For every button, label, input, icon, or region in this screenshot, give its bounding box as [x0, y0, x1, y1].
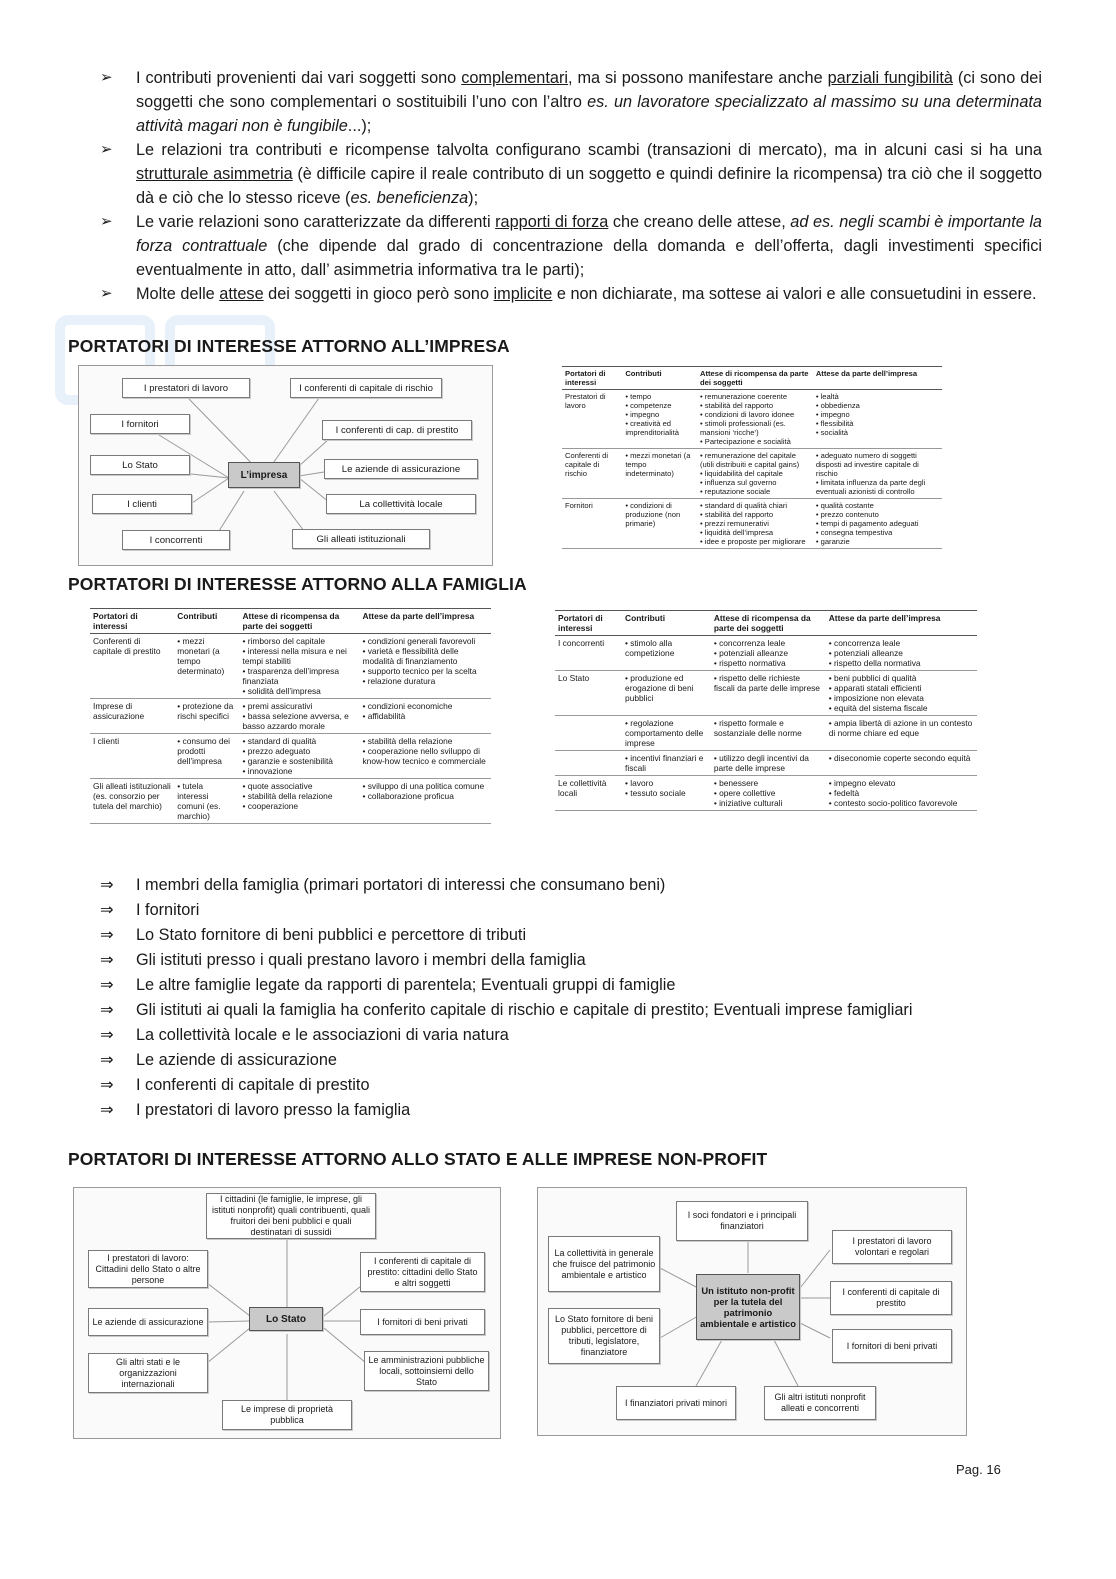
table-header-row — [555, 611, 977, 636]
double-arrow-icon: ⇒ — [100, 976, 114, 994]
bullet-text-part: ad es. negli scambi è importante la forza contrattuale — [136, 213, 1042, 255]
list-item — [100, 973, 912, 998]
table-header-cell: Contributi — [174, 609, 239, 634]
table-cell — [555, 776, 622, 811]
page-number: Pag. 16 — [956, 1462, 1001, 1477]
list-item — [100, 1048, 912, 1073]
table-row — [562, 499, 942, 549]
table-cell-text: • rimborso del capitale • interessi nella misura e nei tempi stabiliti • trasparenza dell’impresa finanziata • solidità dell’impresa — [242, 636, 347, 696]
table-row — [562, 390, 942, 449]
table-header-cell: Attese di ricompensa da parte dei soggetti — [240, 609, 360, 634]
table-header-cell: Portatori di interessi — [555, 611, 622, 636]
bullet-text-part: Le relazioni tra contributi e ricompense talvolta configurano scambi (transazioni di mercato), ma in alcuni casi si ha una — [136, 141, 1042, 159]
table-cell-text: • standard di qualità • prezzo adeguato • garanzie e sostenibilità • innovazione — [242, 736, 333, 776]
table-cell-text: • regolazione comportamento delle imprese — [625, 718, 704, 748]
table-cell-text: I clienti — [93, 736, 120, 746]
bullet-text-part: (ci sono dei soggetti che sono complementari o sostituibili l’uno con l’altro — [136, 69, 1042, 111]
list-item-text: I prestatori di lavoro presso la famiglia — [136, 1101, 411, 1119]
bullet-item — [100, 138, 1042, 210]
bullet-text-part: e non dichiarate, ma sottese ai valori e alle consuetudini in essere. — [552, 285, 1037, 303]
table-cell — [555, 671, 622, 716]
bullet-text-part: dei soggetti in gioco però sono — [263, 285, 494, 303]
table-cell — [622, 390, 697, 449]
bullet-text-part: strutturale asimmetria — [136, 165, 293, 183]
diagram-node: La collettività locale — [326, 494, 476, 514]
diagram-node: La collettività in generale che fruisce del patrimonio ambientale e artistico — [548, 1236, 660, 1292]
list-item — [100, 1098, 912, 1123]
bullet-text — [136, 210, 1042, 282]
diagram-node: Lo Stato fornitore di beni pubblici, percettore di tributi, legislatore, finanziatore — [548, 1308, 660, 1364]
table-cell — [240, 734, 360, 779]
arrow-bullet-icon: ➢ — [100, 69, 113, 86]
table-cell-text: Le collettività locali — [558, 778, 607, 798]
table-cell-text: Conferenti di capitale di prestito — [93, 636, 161, 656]
list-item-text: Lo Stato fornitore di beni pubblici e percettore di tributi — [136, 926, 527, 944]
table-cell-text: • sviluppo di una politica comune • collaborazione proficua — [362, 781, 485, 801]
table-cell — [562, 449, 622, 499]
table-row — [90, 634, 491, 699]
table-cell — [711, 776, 826, 811]
table-cell-text: Imprese di assicurazione — [93, 701, 145, 721]
double-arrow-icon: ⇒ — [100, 901, 114, 919]
list-item-text: I fornitori — [136, 901, 200, 919]
table-cell — [813, 499, 942, 549]
table-row — [555, 751, 977, 776]
table-cell — [826, 671, 977, 716]
table-header-cell: Contributi — [622, 367, 697, 390]
table-cell — [826, 716, 977, 751]
family-stakeholder-list — [100, 873, 912, 1123]
table-row — [90, 699, 491, 734]
bullet-text-part: parziali fungibilità — [827, 69, 953, 87]
table-cell-text: I concorrenti — [558, 638, 605, 648]
table-cell — [813, 390, 942, 449]
diagram-node: I cittadini (le famiglie, le imprese, gli istituti nonprofit) quali contribuenti, quali fruitori dei beni pubblici e quali destinatari di sussidi — [206, 1193, 376, 1239]
table-cell — [622, 499, 697, 549]
table-cell — [697, 499, 813, 549]
table-header-cell: Portatori di interessi — [90, 609, 174, 634]
table-header-cell: Attese di ricompensa da parte dei soggetti — [711, 611, 826, 636]
table-cell-text: • mezzi monetari (a tempo determinato) — [177, 636, 225, 676]
table-cell-text: • condizioni di produzione (non primarie) — [625, 501, 681, 528]
table-cell-text: • condizioni generali favorevoli • varietà e flessibilità delle modalità di finanziamento • supporto tecnico per la scelta • relazione duratura — [362, 636, 477, 686]
diagram-node: Le aziende di assicurazione — [88, 1308, 208, 1336]
table-cell-text: • remunerazione coerente • stabilità del rapporto • condizioni di lavoro idonee • stimoli professionali (es. mansioni ‘ricche’) • Partecipazione e socialità — [699, 392, 795, 446]
table-row — [90, 779, 491, 824]
list-item — [100, 923, 912, 948]
table-cell-text: • concorrenza leale • potenziali alleanze • rispetto normativa — [713, 638, 788, 668]
table-cell — [359, 779, 491, 824]
double-arrow-icon: ⇒ — [100, 1051, 114, 1069]
list-item — [100, 1073, 912, 1098]
table-cell — [174, 779, 239, 824]
table-cell — [622, 716, 711, 751]
diagram-node: I conferenti di capitale di prestito: cittadini dello Stato e altri soggetti — [360, 1252, 485, 1292]
table-cell — [555, 716, 622, 751]
table-cell-text: • benessere • opere collettive • iniziative culturali — [713, 778, 783, 808]
bullet-text-part: ...); — [347, 117, 372, 135]
list-item-text: La collettività locale e le associazioni di varia natura — [136, 1026, 509, 1044]
table-cell-text: • consumo dei prodotti dell’impresa — [177, 736, 231, 766]
diagram-node: I fornitori — [90, 414, 190, 434]
table-cell-text: • tutela interessi comuni (es. marchio) — [177, 781, 221, 821]
table-cell — [826, 636, 977, 671]
list-item-text: Gli istituti presso i quali prestano lavoro i membri della famiglia — [136, 951, 586, 969]
diagram-node: I prestatori di lavoro volontari e regolari — [832, 1230, 952, 1264]
bullet-text-part: Molte delle — [136, 285, 220, 303]
bullet-text-part: (è difficile capire il reale contributo di un soggetto e quindi definire la ricompensa) tra ciò che il soggetto dà e ciò che lo stesso riceve ( — [136, 165, 1042, 207]
table-cell-text: Conferenti di capitale di rischio — [565, 451, 609, 478]
diagram-node: Le imprese di proprietà pubblica — [222, 1400, 352, 1430]
table-cell-text: • condizioni economiche • affidabilità — [362, 701, 453, 721]
table-header-cell: Attese di ricompensa da parte dei soggetti — [697, 367, 813, 390]
table-cell-text: Gli alleati istituzionali (es. consorzio per tutela del marchio) — [93, 781, 171, 811]
table-cell-text: • lavoro • tessuto sociale — [625, 778, 686, 798]
arrow-bullet-icon: ➢ — [100, 141, 113, 158]
bullet-text — [136, 66, 1042, 138]
bullet-text-part: (che dipende dal grado di concentrazione della domanda e dell’offerta, dagli investimenti specifici eventualmente in atto, dall’ asimmetria informativa tra le parti); — [136, 237, 1042, 279]
table-cell-text: • diseconomie coperte secondo equità — [828, 753, 971, 763]
bullet-item — [100, 66, 1042, 138]
diagram-node: I soci fondatori e i principali finanziatori — [676, 1201, 808, 1241]
diagram-node: Gli altri istituti nonprofit alleati e concorrenti — [764, 1386, 876, 1420]
double-arrow-icon: ⇒ — [100, 951, 114, 969]
bullet-text-part: che creano delle attese, — [608, 213, 791, 231]
diagram-node: I conferenti di capitale di rischio — [290, 378, 442, 398]
table-cell-text: Lo Stato — [558, 673, 590, 683]
list-item-text: I membri della famiglia (primari portatori di interessi che consumano beni) — [136, 876, 666, 894]
diagram-node: I conferenti di cap. di prestito — [322, 420, 472, 440]
table-cell — [711, 671, 826, 716]
bullet-text-part: attese — [219, 285, 264, 303]
table-cell-text: • stabilità della relazione • cooperazione nello sviluppo di know-how tecnico e commerciale — [362, 736, 486, 766]
diagram-node: Gli altri stati e le organizzazioni internazionali — [88, 1353, 208, 1393]
list-item — [100, 1023, 912, 1048]
diagram-node: Lo Stato — [90, 455, 190, 475]
arrow-bullet-icon: ➢ — [100, 213, 113, 230]
table-row — [90, 734, 491, 779]
table-row — [555, 671, 977, 716]
diagram-center-node: L’impresa — [228, 462, 300, 488]
bullet-text-part: ); — [468, 189, 479, 207]
double-arrow-icon: ⇒ — [100, 1076, 114, 1094]
bullet-text-part: rapporti di forza — [495, 213, 609, 231]
table-cell-text: • utilizzo degli incentivi da parte delle imprese — [713, 753, 809, 773]
table-row — [562, 449, 942, 499]
list-item — [100, 873, 912, 898]
table-cell — [622, 636, 711, 671]
table-cell-text: • concorrenza leale • potenziali alleanze • rispetto della normativa — [828, 638, 921, 668]
table-cell-text: • impegno elevato • fedeltà • contesto socio-politico favorevole — [828, 778, 958, 808]
double-arrow-icon: ⇒ — [100, 1026, 114, 1044]
list-item-text: Le aziende di assicurazione — [136, 1051, 337, 1069]
table-cell — [359, 699, 491, 734]
section-heading-famiglia: PORTATORI DI INTERESSE ATTORNO ALLA FAMIGLIA — [68, 574, 527, 594]
table-cell — [697, 449, 813, 499]
table-cell-text: • incentivi finanziari e fiscali — [625, 753, 704, 773]
table-cell-text: • quote associative • stabilità della relazione • cooperazione — [242, 781, 333, 811]
table-cell — [697, 390, 813, 449]
table-famiglia-stakeholders-2 — [555, 610, 977, 811]
table-cell-text: • beni pubblici di qualità • apparati statali efficienti • imposizione non elevata • equità del sistema fiscale — [828, 673, 928, 713]
diagram-node: I prestatori di lavoro: Cittadini dello Stato o altre persone — [88, 1250, 208, 1288]
diagram-node: I fornitori di beni privati — [832, 1329, 952, 1363]
table-cell-text: • ampia libertà di azione in un contesto di norme chiare ed eque — [828, 718, 973, 738]
table-cell-text: • standard di qualità chiari • stabilità del rapporto • prezzi remunerativi • liquidità dell’impresa • idee e proposte per migliorare — [699, 501, 806, 546]
table-cell-text: • remunerazione del capitale (utili distribuiti e capital gains) • liquidabilità del capitale • influenza sul governo • reputazione sociale — [699, 451, 800, 496]
bullet-text-part: , ma si possono manifestare anche — [567, 69, 828, 87]
table-cell-text: • lealtà • obbedienza • impegno • flessibilità • socialità — [815, 392, 860, 437]
list-item — [100, 998, 912, 1023]
table-cell — [174, 699, 239, 734]
table-cell — [826, 751, 977, 776]
diagram-node: Gli alleati istituzionali — [292, 529, 430, 549]
table-cell-text: • qualità costante • prezzo contenuto • tempi di pagamento adeguati • consegna tempestiva • garanzie — [815, 501, 919, 546]
diagram-node: I prestatori di lavoro — [122, 378, 250, 398]
bullet-text-part: complementari — [461, 69, 568, 87]
table-impresa-stakeholders — [562, 366, 942, 549]
diagram-node: I conferenti di capitale di prestito — [830, 1281, 952, 1315]
table-cell — [826, 776, 977, 811]
table-cell — [711, 751, 826, 776]
list-item — [100, 948, 912, 973]
bullet-text — [136, 138, 1042, 210]
double-arrow-icon: ⇒ — [100, 876, 114, 894]
table-header-row — [90, 609, 491, 634]
bullet-text-part: Le varie relazioni sono caratterizzate da differenti — [136, 213, 496, 231]
diagram-center-node: Lo Stato — [249, 1307, 323, 1331]
table-cell — [813, 449, 942, 499]
table-cell-text: • premi assicurativi • bassa selezione avversa, e basso azzardo morale — [242, 701, 349, 731]
double-arrow-icon: ⇒ — [100, 1101, 114, 1119]
table-header-cell: Attese da parte dell’impresa — [826, 611, 977, 636]
table-header-cell: Attese da parte dell’impresa — [813, 367, 942, 390]
table-row — [555, 636, 977, 671]
table-header-row — [562, 367, 942, 390]
diagram-node: Le aziende di assicurazione — [324, 459, 478, 479]
table-cell — [555, 751, 622, 776]
table-cell — [90, 779, 174, 824]
diagram-center-node: Un istituto non-profit per la tutela del patrimonio ambientale e artistico — [696, 1274, 800, 1340]
table-cell — [90, 634, 174, 699]
section-heading-stato: PORTATORI DI INTERESSE ATTORNO ALLO STATO E ALLE IMPRESE NON-PROFIT — [68, 1149, 768, 1169]
table-cell — [240, 634, 360, 699]
table-cell — [562, 499, 622, 549]
bullet-text-part: implicite — [493, 285, 553, 303]
table-cell-text: • rispetto delle richieste fiscali da parte delle imprese — [713, 673, 820, 693]
table-cell — [562, 390, 622, 449]
list-item — [100, 898, 912, 923]
table-cell — [622, 671, 711, 716]
list-item-text: I conferenti di capitale di prestito — [136, 1076, 370, 1094]
table-cell — [711, 636, 826, 671]
bullet-text-part: es. un lavoratore specializzato al massimo su una determinata attività magari non è fungibile — [136, 93, 1042, 135]
table-row — [555, 776, 977, 811]
diagram-node: Le amministrazioni pubbliche locali, sottoinsiemi dello Stato — [364, 1351, 489, 1391]
list-item-text: Le altre famiglie legate da rapporti di parentela; Eventuali gruppi di famiglie — [136, 976, 676, 994]
table-cell — [174, 634, 239, 699]
bullet-item — [100, 282, 1042, 306]
table-header-cell: Contributi — [622, 611, 711, 636]
table-cell-text: • produzione ed erogazione di beni pubblici — [625, 673, 694, 703]
table-cell — [240, 699, 360, 734]
table-cell — [711, 716, 826, 751]
diagram-node: I concorrenti — [122, 530, 230, 550]
section-heading-impresa: PORTATORI DI INTERESSE ATTORNO ALL’IMPRESA — [68, 336, 510, 356]
double-arrow-icon: ⇒ — [100, 1001, 114, 1019]
table-cell — [622, 449, 697, 499]
table-cell-text: Fornitori — [565, 501, 593, 510]
bullet-text-part: es. beneficienza — [350, 189, 469, 207]
bullet-text-part: I contributi provenienti dai vari soggetti sono — [136, 69, 462, 87]
bullet-item — [100, 210, 1042, 282]
table-cell — [622, 751, 711, 776]
table-cell-text: • rispetto formale e sostanziale delle norme — [713, 718, 802, 738]
table-cell — [555, 636, 622, 671]
table-cell — [622, 776, 711, 811]
table-cell — [174, 734, 239, 779]
table-cell-text: Prestatori di lavoro — [565, 392, 606, 410]
diagram-node: I fornitori di beni privati — [360, 1309, 485, 1335]
table-cell-text: • mezzi monetari (a tempo indeterminato) — [625, 451, 691, 478]
table-cell — [90, 699, 174, 734]
table-cell-text: • tempo • competenze • impegno • creatività ed imprenditorialità — [625, 392, 679, 437]
arrow-bullet-icon: ➢ — [100, 285, 113, 302]
table-cell — [359, 634, 491, 699]
table-cell — [240, 779, 360, 824]
list-item-text: Gli istituti ai quali la famiglia ha conferito capitale di rischio e capitale di prestito; Eventuali imprese famigliari — [136, 1001, 913, 1019]
table-cell — [359, 734, 491, 779]
diagram-node: I finanziatori privati minori — [616, 1386, 736, 1420]
table-famiglia-stakeholders-1 — [90, 608, 491, 824]
table-row — [555, 716, 977, 751]
diagram-node: I clienti — [92, 494, 192, 514]
table-cell-text: • adeguato numero di soggetti disposti ad investire capitale di rischio • limitata influenza da parte degli eventuali azionisti di controllo — [815, 451, 926, 496]
double-arrow-icon: ⇒ — [100, 926, 114, 944]
table-header-cell: Portatori di interessi — [562, 367, 622, 390]
table-header-cell: Attese da parte dell’impresa — [359, 609, 491, 634]
table-cell-text: • stimolo alla competizione — [625, 638, 675, 658]
table-cell — [90, 734, 174, 779]
bullet-text — [136, 282, 1042, 306]
table-cell-text: • protezione da rischi specifici — [177, 701, 234, 721]
bullet-list — [100, 66, 1042, 306]
